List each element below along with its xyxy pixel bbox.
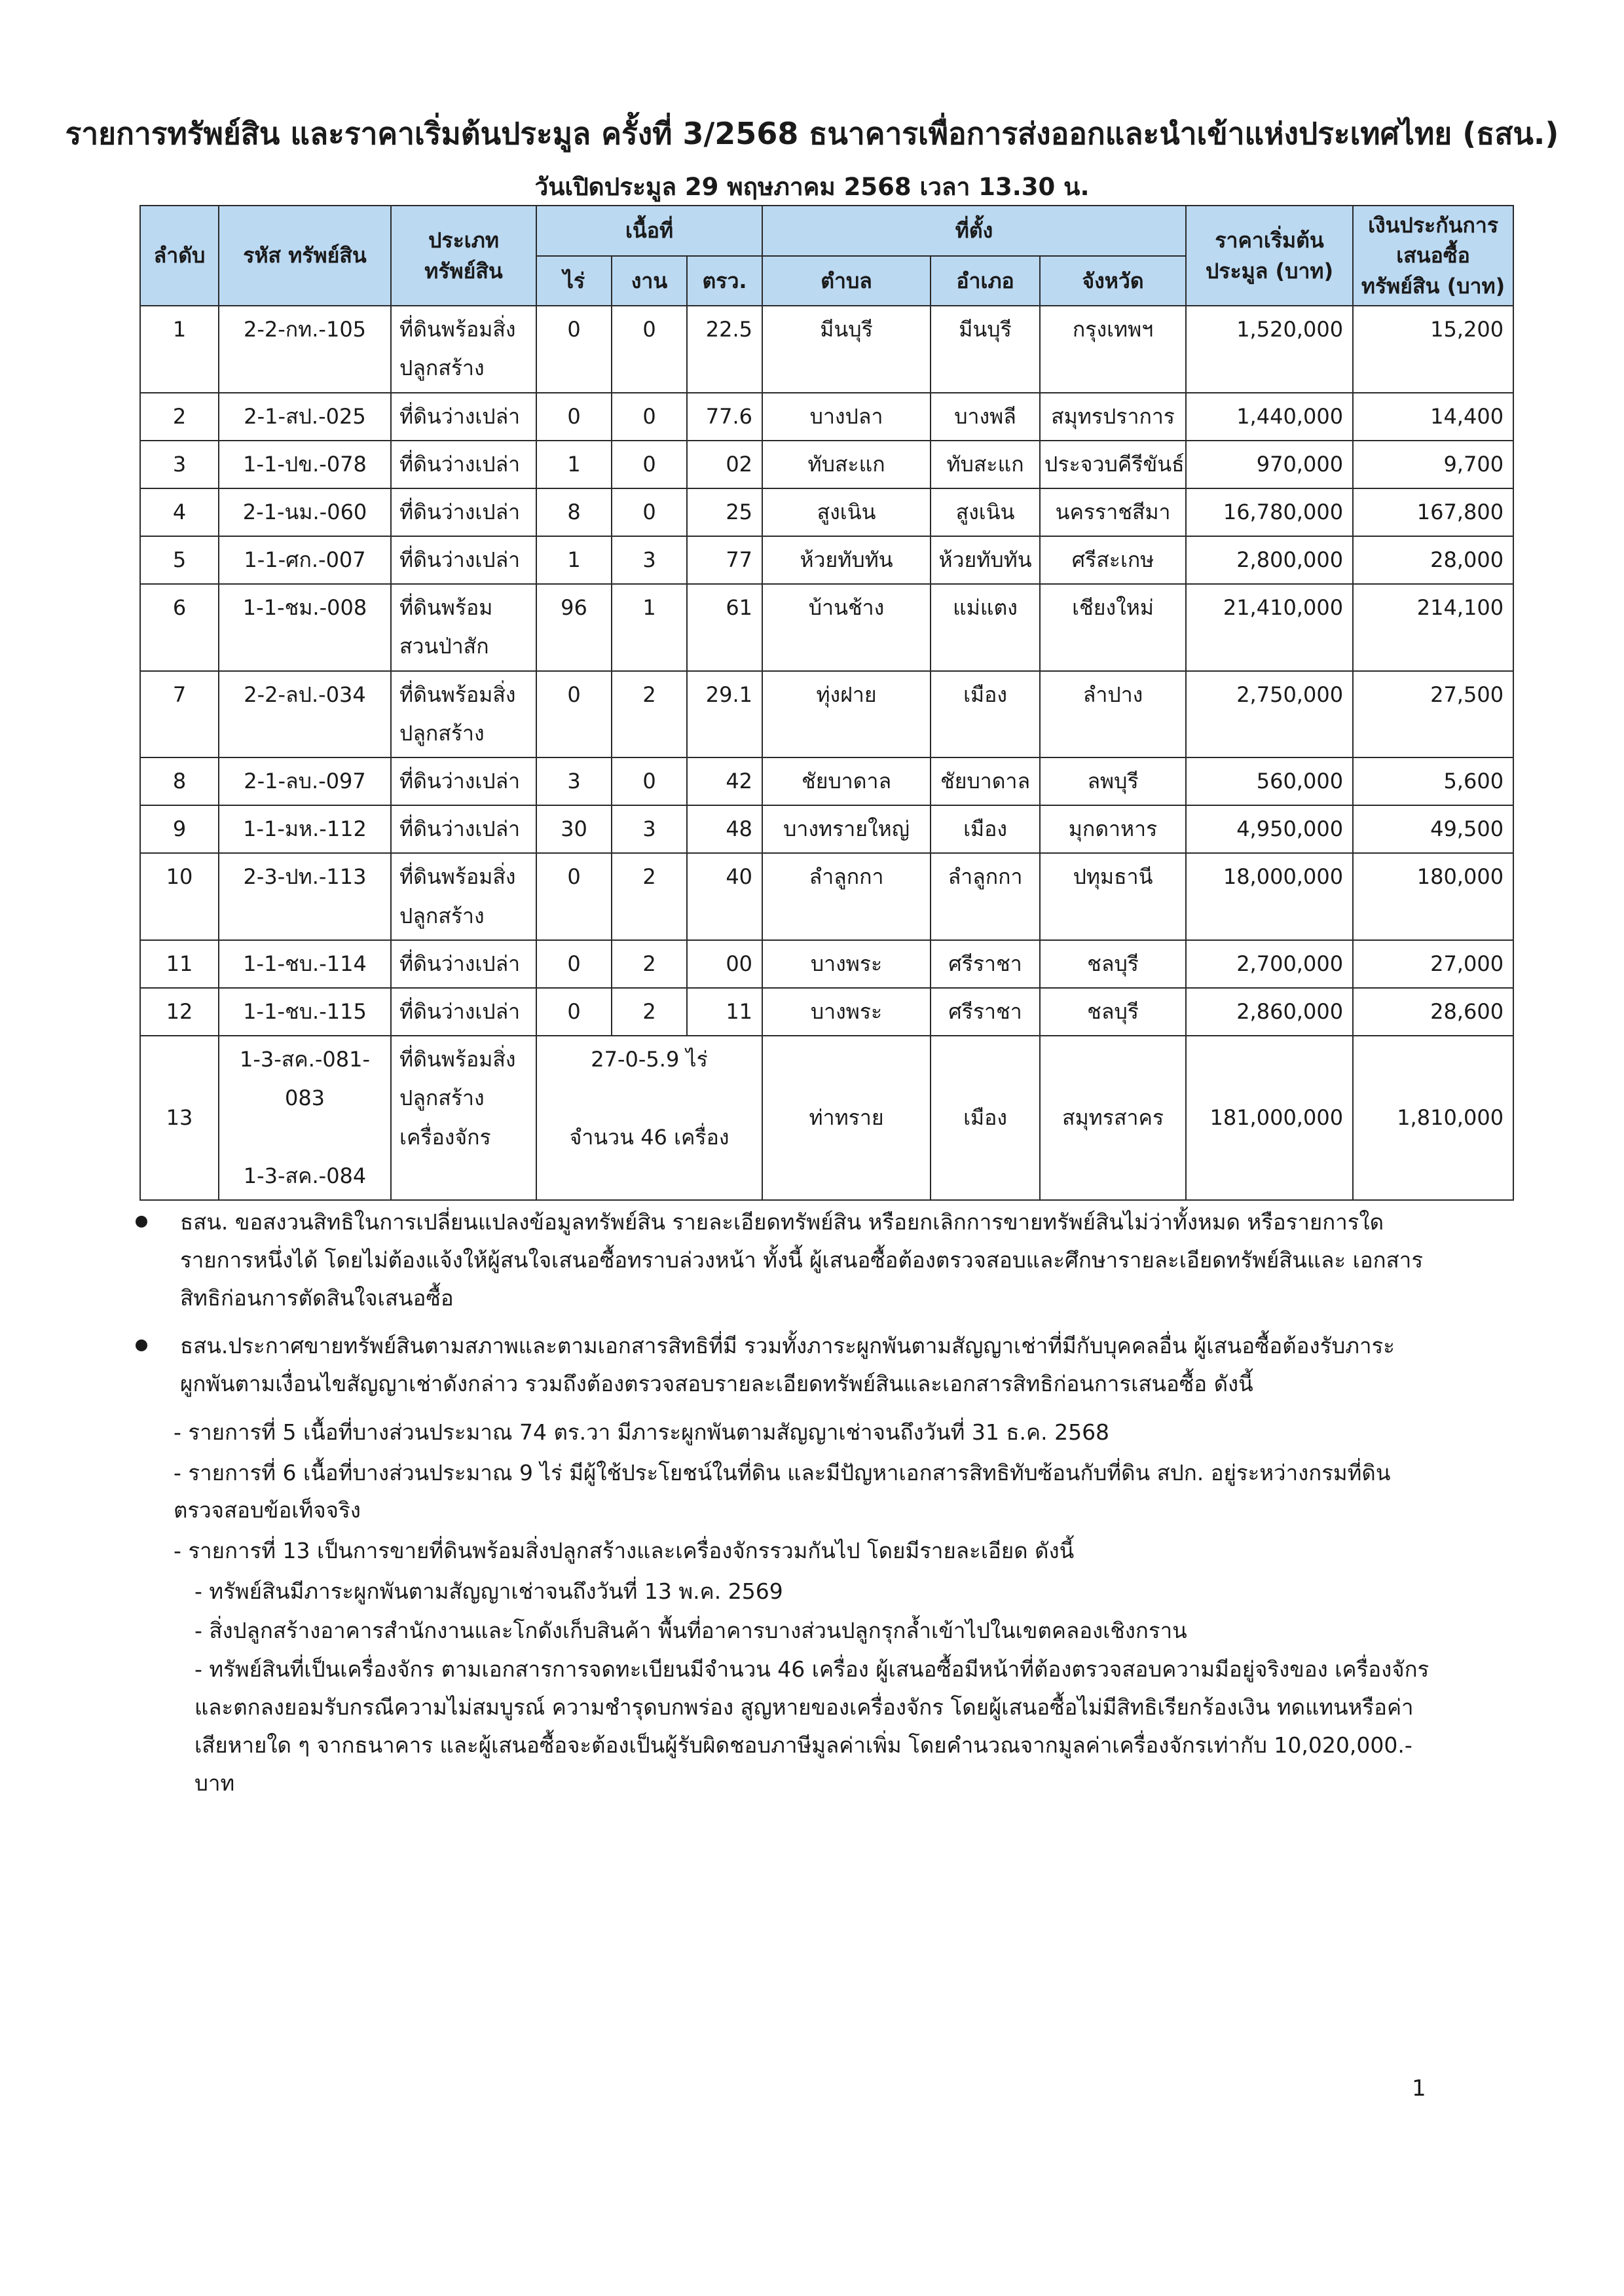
header-location: ที่ตั้ง <box>762 206 1186 256</box>
cell-type-line-1: ที่ดินพร้อมสิ่ง <box>399 1047 516 1072</box>
cell-amphoe: เมือง <box>931 671 1040 757</box>
cell-tambon: ห้วยทับทัน <box>762 536 931 584</box>
cell-province: ปทุมธานี <box>1040 853 1186 939</box>
cell-no: 4 <box>140 488 219 536</box>
cell-rai: 0 <box>536 853 612 939</box>
table-body <box>140 306 1513 1200</box>
cell-no: 12 <box>140 988 219 1036</box>
cell-no: 3 <box>140 441 219 488</box>
cell-sqw: 61 <box>687 584 762 670</box>
cell-sqw: 40 <box>687 853 762 939</box>
cell-sqw: 02 <box>687 441 762 488</box>
table-row <box>140 584 1513 670</box>
cell-province: กรุงเทพฯ <box>1040 306 1186 392</box>
cell-sqw: 00 <box>687 940 762 988</box>
cell-no: 6 <box>140 584 219 670</box>
cell-tambon: ทุ่งฝาย <box>762 671 931 757</box>
cell-ngan: 0 <box>612 393 687 441</box>
cell-rai: 0 <box>536 988 612 1036</box>
cell-amphoe: บางพลี <box>931 393 1040 441</box>
cell-amphoe: ห้วยทับทัน <box>931 536 1040 584</box>
table-row <box>140 306 1513 392</box>
cell-deposit: 27,000 <box>1353 940 1513 988</box>
cell-sqw: 42 <box>687 757 762 805</box>
cell-province: มุกดาหาร <box>1040 805 1186 853</box>
header-type: ประเภท ทรัพย์สิน <box>391 206 536 306</box>
cell-deposit: 1,810,000 <box>1353 1036 1513 1200</box>
cell-amphoe: เมือง <box>931 1036 1040 1200</box>
cell-code <box>219 1036 391 1200</box>
cell-area-line-1: 27-0-5.9 ไร่ <box>591 1047 708 1072</box>
header-rai: ไร่ <box>536 256 612 306</box>
table-row <box>140 940 1513 988</box>
cell-province: นครราชสีมา <box>1040 488 1186 536</box>
cell-province: เชียงใหม่ <box>1040 584 1186 670</box>
cell-ngan: 3 <box>612 805 687 853</box>
cell-sqw: 29.1 <box>687 671 762 757</box>
cell-deposit: 180,000 <box>1353 853 1513 939</box>
cell-code: 1-1-ศก.-007 <box>219 536 391 584</box>
bullet-dot-icon <box>136 1216 147 1228</box>
cell-sqw: 11 <box>687 988 762 1036</box>
note-sub-machinery: - ทรัพย์สินที่เป็นเครื่องจักร ตามเอกสารการจดทะเบียนมีจำนวน 46 เครื่อง ผู้เสนอซื้อมีหน้าที่ต้องตรวจสอบความมีอยู่จริงของ เครื่องจักร และตกลงยอมรับกรณีความไม่สมบูรณ์ ความชำรุดบกพร่อง สูญหายของเครื่องจักร โดยผู้เสนอซื้อไม่มีสิทธิเรียกร้องเงิน ทดแทนหรือค่าเสียหายใด ๆ จากธนาคาร และผู้เสนอซื้อจะต้องเป็นผู้รับผิดชอบภาษีมูลค่าเพิ่ม โดยคำนวณจากมูลค่าเครื่องจักรเท่ากับ 10,020,000.- บาท <box>194 1656 1430 1796</box>
cell-amphoe: สูงเนิน <box>931 488 1040 536</box>
cell-code: 2-2-ลป.-034 <box>219 671 391 757</box>
cell-rai: 0 <box>536 671 612 757</box>
header-area: เนื้อที่ <box>536 206 762 256</box>
cell-type-line-2: ปลูกสร้าง <box>399 1085 485 1111</box>
cell-deposit: 9,700 <box>1353 441 1513 488</box>
table-row <box>140 757 1513 805</box>
cell-no: 2 <box>140 393 219 441</box>
cell-code: 1-1-ชบ.-115 <box>219 988 391 1036</box>
note-bullet-reservation <box>134 1203 1444 1317</box>
cell-no: 8 <box>140 757 219 805</box>
note-item-13: - รายการที่ 13 เป็นการขายที่ดินพร้อมสิ่งปลูกสร้างและเครื่องจักรรวมกันไป โดยมีรายละเอียด ดังนี้ <box>174 1538 1075 1563</box>
cell-price: 1,520,000 <box>1186 306 1353 392</box>
cell-price: 2,700,000 <box>1186 940 1353 988</box>
table-header <box>140 206 1513 306</box>
cell-code: 1-1-ชม.-008 <box>219 584 391 670</box>
page-number: 1 <box>1412 2075 1426 2102</box>
cell-type: ที่ดินว่างเปล่า <box>391 488 536 536</box>
cell-price: 560,000 <box>1186 757 1353 805</box>
cell-price: 16,780,000 <box>1186 488 1353 536</box>
cell-price: 181,000,000 <box>1186 1036 1353 1200</box>
note-item-6: - รายการที่ 6 เนื้อที่บางส่วนประมาณ 9 ไร่ มีผู้ใช้ประโยชน์ในที่ดิน และมีปัญหาเอกสารสิทธิทับซ้อนกับที่ดิน สปก. อยู่ระหว่างกรมที่ดิน ตรวจสอบข้อเท็จจริง <box>174 1459 1391 1523</box>
cell-deposit: 167,800 <box>1353 488 1513 536</box>
cell-no: 1 <box>140 306 219 392</box>
cell-deposit: 28,000 <box>1353 536 1513 584</box>
cell-amphoe: เมือง <box>931 805 1040 853</box>
cell-no: 10 <box>140 853 219 939</box>
note-sub-building: - สิ่งปลูกสร้างอาคารสำนักงานและโกดังเก็บสินค้า พื้นที่อาคารบางส่วนปลูกรุกล้ำเข้าไปในเขตคลองเชิงกราน <box>194 1617 1187 1643</box>
cell-type: ที่ดินว่างเปล่า <box>391 441 536 488</box>
cell-type: ที่ดินพร้อมสิ่ง ปลูกสร้าง <box>391 853 536 939</box>
cell-sqw: 48 <box>687 805 762 853</box>
cell-rai: 8 <box>536 488 612 536</box>
cell-ngan: 0 <box>612 757 687 805</box>
cell-amphoe: ทับสะแก <box>931 441 1040 488</box>
cell-price: 2,750,000 <box>1186 671 1353 757</box>
header-amphoe: อำเภอ <box>931 256 1040 306</box>
cell-amphoe: ชัยบาดาล <box>931 757 1040 805</box>
cell-amphoe: ศรีราชา <box>931 988 1040 1036</box>
cell-sqw: 77.6 <box>687 393 762 441</box>
cell-code: 2-1-ลบ.-097 <box>219 757 391 805</box>
asset-table <box>139 205 1514 1201</box>
cell-area-line-2: จำนวน 46 เครื่อง <box>569 1124 729 1150</box>
cell-no: 13 <box>140 1036 219 1200</box>
cell-deposit: 15,200 <box>1353 306 1513 392</box>
cell-ngan: 2 <box>612 671 687 757</box>
cell-ngan: 0 <box>612 488 687 536</box>
note-text: ธสน.ประกาศขายทรัพย์สินตามสภาพและตามเอกสารสิทธิที่มี รวมทั้งภาระผูกพันตามสัญญาเช่าที่มีกับบุคคลอื่น ผู้เสนอซื้อต้องรับภาระ ผูกพันตามเงื่อนไขสัญญาเช่าดังกล่าว รวมถึงต้องตรวจสอบรายละเอียดทรัพย์สินและเอกสารสิทธิก่อนการเสนอซื้อ ดังนี้ <box>180 1333 1395 1396</box>
cell-province: สมุทรปราการ <box>1040 393 1186 441</box>
cell-type: ที่ดินพร้อมสิ่ง ปลูกสร้าง <box>391 306 536 392</box>
cell-type: ที่ดินพร้อมสิ่ง ปลูกสร้าง <box>391 671 536 757</box>
cell-type: ที่ดินพร้อม สวนป่าสัก <box>391 584 536 670</box>
cell-tambon: มีนบุรี <box>762 306 931 392</box>
cell-province: ศรีสะเกษ <box>1040 536 1186 584</box>
table-row <box>140 536 1513 584</box>
cell-deposit: 27,500 <box>1353 671 1513 757</box>
cell-tambon: ท่าทราย <box>762 1036 931 1200</box>
bullet-dot-icon <box>136 1339 147 1351</box>
cell-code: 1-1-ชบ.-114 <box>219 940 391 988</box>
table-row <box>140 1036 1513 1200</box>
cell-code-line-blank <box>223 1118 386 1157</box>
cell-price: 21,410,000 <box>1186 584 1353 670</box>
header-price: ราคาเริ่มต้น ประมูล (บาท) <box>1186 206 1353 306</box>
cell-province: สมุทรสาคร <box>1040 1036 1186 1200</box>
cell-province: ชลบุรี <box>1040 940 1186 988</box>
cell-amphoe: ลำลูกกา <box>931 853 1040 939</box>
cell-rai: 30 <box>536 805 612 853</box>
cell-tambon: ทับสะแก <box>762 441 931 488</box>
cell-province: ชลบุรี <box>1040 988 1186 1036</box>
table-row <box>140 393 1513 441</box>
cell-deposit: 28,600 <box>1353 988 1513 1036</box>
cell-code: 1-1-ปข.-078 <box>219 441 391 488</box>
cell-tambon: ลำลูกกา <box>762 853 931 939</box>
auction-date-subtitle: วันเปิดประมูล 29 พฤษภาคม 2568 เวลา 13.30 น. <box>534 173 1090 201</box>
cell-ngan: 1 <box>612 584 687 670</box>
cell-rai: 0 <box>536 306 612 392</box>
cell-sqw: 22.5 <box>687 306 762 392</box>
notes-section <box>134 1203 1444 1803</box>
note-item-5: - รายการที่ 5 เนื้อที่บางส่วนประมาณ 74 ตร.วา มีภาระผูกพันตามสัญญาเช่าจนถึงวันที่ 31 ธ.ค. 2568 <box>174 1419 1110 1445</box>
cell-sqw: 25 <box>687 488 762 536</box>
cell-rai: 0 <box>536 940 612 988</box>
cell-ngan: 2 <box>612 853 687 939</box>
note-text: ธสน. ขอสงวนสิทธิในการเปลี่ยนแปลงข้อมูลทรัพย์สิน รายละเอียดทรัพย์สิน หรือยกเลิกการขายทรัพย์สินไม่ว่าทั้งหมด หรือรายการใด รายการหนึ่งได้ โดยไม่ต้องแจ้งให้ผู้สนใจเสนอซื้อทราบล่วงหน้า ทั้งนี้ ผู้เสนอซื้อต้องตรวจสอบและศึกษารายละเอียดทรัพย์สินและ เอกสารสิทธิก่อนการตัดสินใจเสนอซื้อ <box>180 1209 1424 1311</box>
cell-type: ที่ดินว่างเปล่า <box>391 757 536 805</box>
cell-province: ประจวบคีรีขันธ์ <box>1040 441 1186 488</box>
cell-ngan: 2 <box>612 988 687 1036</box>
table-row <box>140 853 1513 939</box>
header-deposit: เงินประกันการ เสนอซื้อทรัพย์สิน (บาท) <box>1353 206 1513 306</box>
note-bullet-as-is-sale <box>134 1327 1444 1403</box>
cell-type <box>391 1036 536 1200</box>
cell-code: 2-2-กท.-105 <box>219 306 391 392</box>
header-no: ลำดับ <box>140 206 219 306</box>
cell-code: 2-1-สป.-025 <box>219 393 391 441</box>
cell-tambon: สูงเนิน <box>762 488 931 536</box>
cell-code: 1-1-มห.-112 <box>219 805 391 853</box>
cell-province: ลำปาง <box>1040 671 1186 757</box>
cell-price: 2,860,000 <box>1186 988 1353 1036</box>
cell-tambon: บางพระ <box>762 988 931 1036</box>
cell-deposit: 5,600 <box>1353 757 1513 805</box>
header-tambon: ตำบล <box>762 256 931 306</box>
cell-tambon: บางพระ <box>762 940 931 988</box>
cell-tambon: บ้านช้าง <box>762 584 931 670</box>
cell-ngan: 0 <box>612 441 687 488</box>
cell-rai: 1 <box>536 536 612 584</box>
document-title: รายการทรัพย์สิน และราคาเริ่มต้นประมูล ครั้งที่ 3/2568 ธนาคารเพื่อการส่งออกและนำเข้าแห่งประเทศไทย (ธสน.) <box>65 116 1559 151</box>
cell-area-line-blank <box>541 1079 758 1118</box>
cell-amphoe: มีนบุรี <box>931 306 1040 392</box>
cell-amphoe: แม่แตง <box>931 584 1040 670</box>
cell-amphoe: ศรีราชา <box>931 940 1040 988</box>
cell-code-line-1: 1-3-สค.-081-083 <box>239 1047 371 1111</box>
cell-code-line-2: 1-3-สค.-084 <box>243 1163 367 1188</box>
cell-price: 970,000 <box>1186 441 1353 488</box>
cell-price: 18,000,000 <box>1186 853 1353 939</box>
cell-type: ที่ดินว่างเปล่า <box>391 393 536 441</box>
cell-sqw: 77 <box>687 536 762 584</box>
cell-type-line-3: เครื่องจักร <box>399 1124 491 1150</box>
cell-type: ที่ดินว่างเปล่า <box>391 940 536 988</box>
header-code: รหัส ทรัพย์สิน <box>219 206 391 306</box>
table-row <box>140 441 1513 488</box>
cell-ngan: 2 <box>612 940 687 988</box>
cell-ngan: 0 <box>612 306 687 392</box>
cell-ngan: 3 <box>612 536 687 584</box>
header-province: จังหวัด <box>1040 256 1186 306</box>
cell-area-combined <box>536 1036 762 1200</box>
table-row <box>140 988 1513 1036</box>
cell-type: ที่ดินว่างเปล่า <box>391 805 536 853</box>
cell-deposit: 214,100 <box>1353 584 1513 670</box>
cell-no: 11 <box>140 940 219 988</box>
table-row <box>140 671 1513 757</box>
cell-no: 5 <box>140 536 219 584</box>
cell-price: 4,950,000 <box>1186 805 1353 853</box>
note-sub-lease: - ทรัพย์สินมีภาระผูกพันตามสัญญาเช่าจนถึงวันที่ 13 พ.ค. 2569 <box>194 1578 783 1604</box>
cell-rai: 96 <box>536 584 612 670</box>
cell-price: 2,800,000 <box>1186 536 1353 584</box>
table-row <box>140 805 1513 853</box>
cell-type: ที่ดินว่างเปล่า <box>391 988 536 1036</box>
cell-rai: 1 <box>536 441 612 488</box>
cell-tambon: บางทรายใหญ่ <box>762 805 931 853</box>
cell-deposit: 14,400 <box>1353 393 1513 441</box>
cell-deposit: 49,500 <box>1353 805 1513 853</box>
cell-code: 2-1-นม.-060 <box>219 488 391 536</box>
cell-province: ลพบุรี <box>1040 757 1186 805</box>
table-row <box>140 488 1513 536</box>
cell-code: 2-3-ปท.-113 <box>219 853 391 939</box>
cell-rai: 3 <box>536 757 612 805</box>
header-sqw: ตรว. <box>687 256 762 306</box>
cell-tambon: ชัยบาดาล <box>762 757 931 805</box>
cell-price: 1,440,000 <box>1186 393 1353 441</box>
cell-tambon: บางปลา <box>762 393 931 441</box>
cell-no: 7 <box>140 671 219 757</box>
cell-rai: 0 <box>536 393 612 441</box>
cell-no: 9 <box>140 805 219 853</box>
cell-type: ที่ดินว่างเปล่า <box>391 536 536 584</box>
header-ngan: งาน <box>612 256 687 306</box>
